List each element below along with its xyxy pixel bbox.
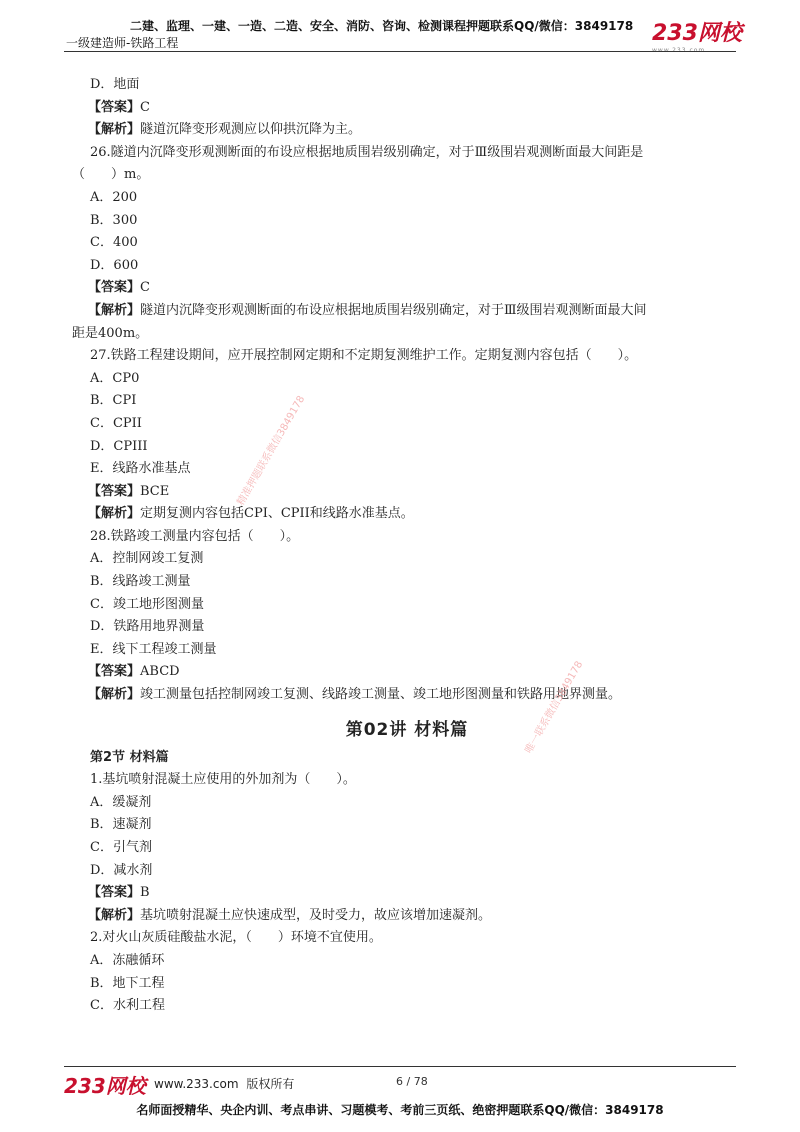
line-text: 基坑喷射混凝土应快速成型，及时受力，故应该增加速凝剂。 (140, 907, 492, 923)
line-text: D．减水剂 (90, 862, 153, 878)
question-text (72, 769, 742, 792)
answer-option (72, 548, 742, 571)
answer-label: 【答案】 (88, 885, 141, 901)
line-text: D．铁路用地界测量 (90, 619, 205, 635)
line-text: C．竣工地形图测量 (90, 596, 204, 612)
lecture-title: 第02讲 材料篇 (345, 719, 469, 740)
explanation-line (72, 503, 742, 526)
line-text: B．速凝剂 (90, 817, 152, 833)
line-text: B．CPI (90, 393, 137, 409)
answer-option (72, 187, 742, 210)
explanation-line (72, 119, 742, 142)
line-text: ABCD (140, 664, 180, 680)
line-text: 2.对火山灰质硅酸盐水泥，（ ）环境不宜使用。 (90, 930, 382, 946)
page-number: 6 / 78 (396, 1075, 428, 1088)
answer-option (72, 814, 742, 837)
answer-line (72, 481, 742, 504)
line-text: E．线下工程竣工测量 (90, 641, 217, 657)
line-text: C (140, 99, 150, 115)
line-text: C．400 (90, 235, 138, 251)
section-title: 第2节 材料篇 (90, 749, 169, 765)
page-footer (0, 1064, 800, 1132)
line-text: 27.铁路工程建设期间，应开展控制网定期和不定期复测维护工作。定期复测内容包括（ ）。 (90, 348, 638, 364)
footer-divider (64, 1066, 736, 1067)
footer-site-url[interactable]: www.233.com (154, 1077, 239, 1091)
answer-line (72, 882, 742, 905)
line-text: B．线路竣工测量 (90, 574, 191, 590)
watermark: 唯一联系微信3849178 (523, 659, 586, 756)
answer-line (72, 661, 742, 684)
line-text: D．CPIII (90, 438, 148, 454)
explanation-label: 【解析】 (88, 506, 141, 522)
footer-logo: 233网校 (64, 1074, 146, 1098)
line-text: 竣工测量包括控制网竣工复测、线路竣工测量、竣工地形图测量和铁路用地界测量。 (140, 687, 622, 703)
header-subject: 一级建造师-铁路工程 (66, 36, 179, 50)
answer-option (72, 390, 742, 413)
line-text: B．地下工程 (90, 975, 165, 991)
line-text: C．水利工程 (90, 998, 165, 1014)
brand-logo (652, 16, 742, 54)
explanation-label: 【解析】 (88, 122, 141, 138)
answer-option (72, 973, 742, 996)
answer-option (72, 368, 742, 391)
brand-logo-text: 233网校 (652, 21, 742, 46)
line-text: BCE (140, 483, 170, 499)
answer-option (72, 860, 742, 883)
answer-line (72, 277, 742, 300)
line-text: C．CPII (90, 415, 142, 431)
explanation-line (72, 684, 742, 707)
answer-option (72, 639, 742, 662)
explanation-label: 【解析】 (88, 302, 141, 318)
line-text: 26.隧道内沉降变形观测断面的布设应根据地质围岩级别确定，对于Ⅲ级围岩观测断面最大间距是 (90, 144, 644, 160)
line-text: A．冻融循环 (90, 952, 165, 968)
footer-promo-text: 名师面授精华、央企内训、考点串讲、习题模考、考前三页纸、绝密押题联系QQ/微信：3849178 (136, 1103, 664, 1117)
question-text (72, 526, 742, 549)
document-body (72, 74, 742, 1018)
header-divider (64, 51, 736, 52)
answer-label: 【答案】 (88, 280, 141, 296)
answer-option (72, 995, 742, 1018)
line-text: 定期复测内容包括CPI、CPII和线路水准基点。 (140, 506, 414, 522)
line-text: A．缓凝剂 (90, 794, 152, 810)
answer-option (72, 837, 742, 860)
line-text: 距是400m。 (72, 325, 149, 341)
line-text: D．地面 (90, 77, 140, 92)
answer-option (72, 210, 742, 233)
page-header (0, 0, 800, 52)
explanation-line (72, 300, 742, 323)
line-text: （ ）m。 (72, 167, 150, 183)
line-text: A．200 (90, 189, 138, 205)
answer-option (72, 232, 742, 255)
answer-option (72, 436, 742, 459)
footer-site (154, 1075, 294, 1092)
question-text (72, 142, 742, 165)
line-text: C (140, 280, 150, 296)
answer-option (72, 571, 742, 594)
line-text: 隧道沉降变形观测应以仰拱沉降为主。 (140, 122, 362, 138)
footer-copyright: 版权所有 (246, 1077, 295, 1091)
line-text: C．引气剂 (90, 840, 152, 855)
explanation-line (72, 905, 742, 928)
line-text: 1.基坑喷射混凝土应使用的外加剂为（ ）。 (90, 772, 356, 788)
question-block-part2 (72, 769, 742, 1018)
answer-option (72, 255, 742, 278)
line-text: 隧道内沉降变形观测断面的布设应根据地质围岩级别确定，对于Ⅲ级围岩观测断面最大间 (140, 302, 647, 318)
question-block-part1 (72, 74, 742, 707)
answer-option (72, 616, 742, 639)
answer-option (72, 413, 742, 436)
answer-option (72, 950, 742, 973)
watermark: 精准押题联系微信3849178 (235, 394, 308, 508)
answer-label: 【答案】 (88, 99, 141, 115)
line-text: A．CP0 (90, 370, 140, 386)
line-text: E．线路水准基点 (90, 461, 191, 477)
answer-option (72, 792, 742, 815)
line-text: A．控制网竣工复测 (90, 551, 204, 567)
line-text: D．600 (90, 257, 139, 273)
continuation-text (72, 323, 742, 346)
question-text (72, 345, 742, 368)
question-text (72, 927, 742, 950)
answer-option (72, 458, 742, 481)
line-text: B (140, 885, 150, 901)
answer-option (72, 594, 742, 617)
header-promo-text: 二建、监理、一建、一造、二造、安全、消防、咨询、检测课程押题联系QQ/微信：3849178 (130, 19, 634, 33)
answer-label: 【答案】 (88, 483, 141, 499)
answer-option (72, 74, 742, 97)
line-text: B．300 (90, 212, 138, 228)
line-text: 28.铁路竣工测量内容包括（ ）。 (90, 528, 300, 544)
explanation-label: 【解析】 (88, 907, 141, 923)
continuation-text (72, 164, 742, 187)
explanation-label: 【解析】 (88, 687, 141, 703)
answer-label: 【答案】 (88, 664, 141, 680)
answer-line (72, 97, 742, 120)
